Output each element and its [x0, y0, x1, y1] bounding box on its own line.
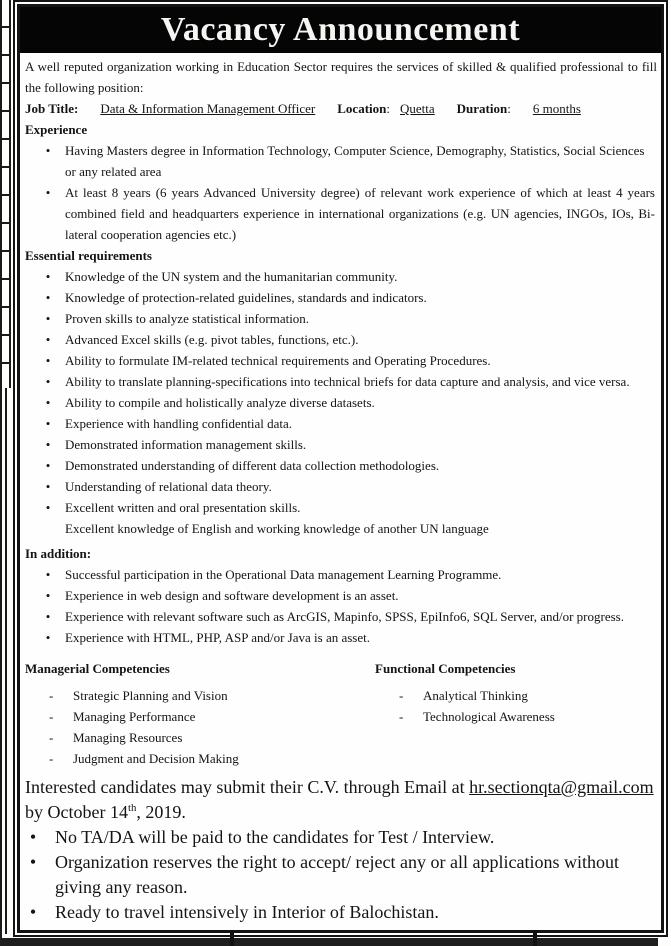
job-summary-line [25, 98, 657, 119]
bullet-icon: • [29, 902, 37, 922]
job-title-value: Data & Information Management Officer [100, 101, 316, 116]
managerial-competencies-list [25, 685, 375, 769]
bullet-icon: • [45, 458, 51, 473]
essential-requirements-list [25, 266, 657, 518]
english-knowledge-line: Excellent knowledge of English and working knowledge of another UN language [65, 521, 489, 536]
deadline-line [25, 800, 657, 825]
scan-bottom-tick [230, 930, 234, 946]
bullet-icon: • [45, 185, 51, 200]
essential-requirements-heading: Essential requirements [25, 248, 152, 263]
bullet-item: • Ability to formulate IM-related technical requirements and Operating Procedures. [25, 350, 657, 371]
bullet-icon: • [45, 290, 51, 305]
in-addition-heading: In addition: [25, 546, 92, 561]
competencies-section [25, 658, 657, 769]
bullet-item: • No TA/DA will be paid to the candidates for Test / Interview. [25, 825, 657, 850]
bullet-icon: • [45, 374, 51, 389]
intro-paragraph: A well reputed organization working in Education Sector requires the services of skilled & qualified professional to fill the following position: [25, 59, 657, 95]
bullet-item: • Demonstrated understanding of different data collection methodologies. [25, 455, 657, 476]
bullet-item: • Successful participation in the Operational Data management Learning Programme. [25, 564, 657, 585]
application-email: hr.sectionqta@gmail.com [469, 777, 654, 797]
bullet-icon: • [45, 437, 51, 452]
managerial-competencies-column [25, 658, 375, 769]
application-instructions [25, 775, 657, 925]
bullet-icon: • [45, 588, 51, 603]
in-addition-section [25, 543, 657, 648]
dash-item: - Technological Awareness [375, 706, 657, 727]
bullet-icon: • [29, 852, 37, 872]
vacancy-ad-box [13, 0, 668, 937]
dash-icon: - [49, 688, 54, 703]
bullet-item: • Experience in web design and software development is an asset. [25, 585, 657, 606]
title-bar [20, 7, 661, 53]
functional-competencies-heading: Functional Competencies [375, 661, 516, 676]
bullet-item: • Experience with handling confidential data. [25, 413, 657, 434]
bullet-item: • Organization reserves the right to accept/ reject any or all applications without giving any reason. [25, 850, 657, 900]
bullet-icon: • [45, 332, 51, 347]
functional-competencies-column [375, 658, 657, 769]
experience-heading: Experience [25, 122, 88, 137]
bullet-icon: • [45, 630, 51, 645]
location-value: Quetta [400, 101, 435, 116]
dash-icon: - [49, 730, 54, 745]
colon: : [386, 101, 390, 116]
colon: : [507, 101, 511, 116]
bullet-icon: • [45, 609, 51, 624]
bullet-item: • Proven skills to analyze statistical information. [25, 308, 657, 329]
dash-item: - Managing Performance [25, 706, 375, 727]
bullet-icon: • [45, 416, 51, 431]
bullet-item: • Knowledge of protection-related guidelines, standards and indicators. [25, 287, 657, 308]
bullet-item: • At least 8 years (6 years Advanced University degree) of relevant work experience of which at least 4 years combined field and headquarters experience in international organizations (e.g. UN agencies, INGOs, IOs, Bi-lateral cooperation agencies etc.) [25, 182, 657, 245]
scan-bottom-tick [533, 930, 537, 946]
dash-icon: - [399, 709, 404, 724]
apply-line [25, 775, 657, 800]
duration-label: Duration [456, 101, 508, 116]
dash-item: - Strategic Planning and Vision [25, 685, 375, 706]
scan-bottom-band [0, 938, 658, 946]
dash-icon: - [399, 688, 404, 703]
ordinal-suffix: th [127, 802, 137, 814]
bullet-icon: • [45, 353, 51, 368]
dash-icon: - [49, 751, 54, 766]
bullet-item: • Understanding of relational data theory. [25, 476, 657, 497]
bullet-icon: • [45, 311, 51, 326]
deadline-text: by October 14 [25, 802, 128, 822]
bullet-item: • Experience with relevant software such as ArcGIS, Mapinfo, SPSS, EpiInfo6, SQL Server, and/or progress. [25, 606, 657, 627]
job-title-label: Job Title: [25, 101, 79, 116]
bullet-item: • Ability to compile and holistically analyze diverse datasets. [25, 392, 657, 413]
scan-edge-ticks [2, 0, 11, 388]
bullet-item: • Experience with HTML, PHP, ASP and/or Java is an asset. [25, 627, 657, 648]
bullet-item: • Advanced Excel skills (e.g. pivot tables, functions, etc.). [25, 329, 657, 350]
dash-item: - Analytical Thinking [375, 685, 657, 706]
scan-edge-line-2 [5, 388, 7, 934]
managerial-competencies-heading: Managerial Competencies [25, 661, 170, 676]
location-label: Location [337, 101, 387, 116]
bullet-item: • Ready to travel intensively in Interior of Balochistan. [25, 900, 657, 925]
vacancy-ad-inner-border [17, 4, 664, 933]
bullet-item: • Demonstrated information management skills. [25, 434, 657, 455]
deadline-year: , 2019. [136, 802, 186, 822]
bullet-icon: • [45, 143, 51, 158]
bullet-icon: • [45, 500, 51, 515]
ad-content [20, 53, 661, 925]
dash-item: - Managing Resources [25, 727, 375, 748]
bullet-icon: • [45, 269, 51, 284]
bullet-item: • Knowledge of the UN system and the humanitarian community. [25, 266, 657, 287]
bullet-icon: • [45, 567, 51, 582]
page-title: Vacancy Announcement [160, 11, 521, 48]
dash-icon: - [49, 709, 54, 724]
bullet-item: • Ability to translate planning-specifications into technical briefs for data capture and analysis, and vice versa. [25, 371, 657, 392]
in-addition-list [25, 564, 657, 648]
bullet-icon: • [29, 827, 37, 847]
duration-value: 6 months [532, 101, 581, 116]
dash-item: - Judgment and Decision Making [25, 748, 375, 769]
experience-list [25, 140, 657, 245]
bullet-item: • Excellent written and oral presentation skills. [25, 497, 657, 518]
apply-text: Interested candidates may submit their C.V. through Email at [25, 777, 470, 797]
bullet-item: • Having Masters degree in Information Technology, Computer Science, Demography, Statistics, Social Sciences or any related area [25, 140, 657, 182]
footer-notes-list [25, 825, 657, 925]
functional-competencies-list [375, 685, 657, 727]
bullet-icon: • [45, 479, 51, 494]
bullet-icon: • [45, 395, 51, 410]
